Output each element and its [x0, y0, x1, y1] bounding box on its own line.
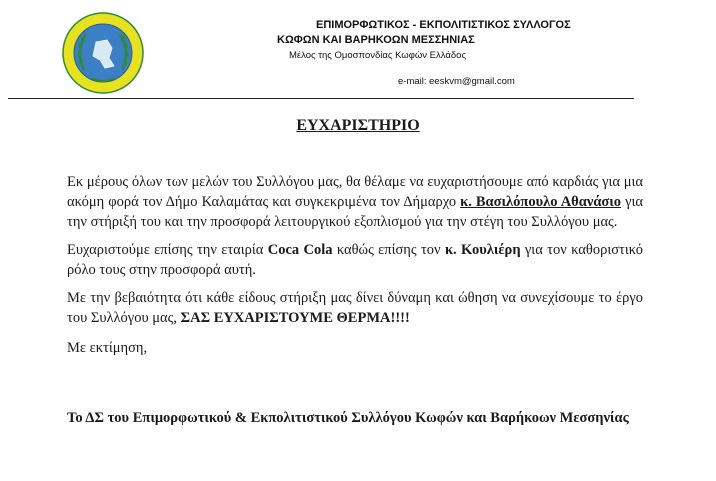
closing: Με εκτίμηση,	[67, 340, 148, 356]
paragraph-3-text-a: Με την βεβαιότητα ότι κάθε είδους στήριξη μας δίνει δύναμη και ώθηση να συνεχίσουμε το έργο του Συλλόγου μας,	[67, 290, 643, 326]
association-logo	[62, 12, 144, 94]
signature: Το ΔΣ του Επιμορφωτικού & Εκπολιτιστικού Συλλόγου Κωφών και Βαρήκοων Μεσσηνίας	[67, 410, 629, 426]
paragraph-2	[67, 240, 643, 280]
paragraph-2-text-c: για τον καθοριστικό ρόλο τους στην προσφορά αυτή.	[67, 242, 644, 278]
paragraph-2-text-a: Ευχαριστούμε επίσης την εταιρία	[67, 242, 268, 258]
header-divider	[8, 98, 634, 99]
document-title: ΕΥΧΑΡΙΣΤΗΡΙΟ	[296, 117, 420, 134]
header-line-region: ΚΩΦΩΝ ΚΑΙ ΒΑΡΗΚΟΩΝ ΜΕΣΣΗΝΙΑΣ	[277, 34, 475, 46]
paragraph-1-text-b: για την στήριξή του και την προσφορά λειτουργικού εξοπλισμού για την στέγη του Συλλόγου μας.	[67, 194, 644, 230]
company-name: Coca Cola	[267, 242, 333, 258]
thanks-emphasis: ΣΑΣ ΕΥΧΑΡΙΣΤΟΥΜΕ ΘΕΡΜΑ!!!!	[180, 310, 410, 326]
person-name: κ. Κουλιέρη	[444, 242, 521, 258]
header-line-membership: Μέλος της Ομοσπονδίας Κωφών Ελλάδος	[289, 50, 467, 61]
paragraph-1	[67, 172, 643, 232]
mayor-name: κ. Βασιλόπουλο Αθανάσιο	[460, 194, 622, 210]
paragraph-3	[67, 288, 643, 328]
header-email: e-mail: eeskvm@gmail.com	[398, 76, 515, 87]
header-line-association: ΕΠΙΜΟΡΦΩΤΙΚΟΣ - ΕΚΠΟΛΙΤΙΣΤΙΚΟΣ ΣΥΛΛΟΓΟΣ	[316, 19, 571, 31]
paragraph-2-text-b: καθώς επίσης τον	[332, 242, 445, 258]
paragraph-1-text-a: Εκ μέρους όλων των μελών του Συλλόγου μας, θα θέλαμε να ευχαριστήσουμε από καρδιάς για μια ακόμη φορά τον Δήμο Καλαμάτας και συγκεκριμένα τον Δήμαρχο	[67, 174, 643, 210]
letter-body	[67, 172, 643, 366]
